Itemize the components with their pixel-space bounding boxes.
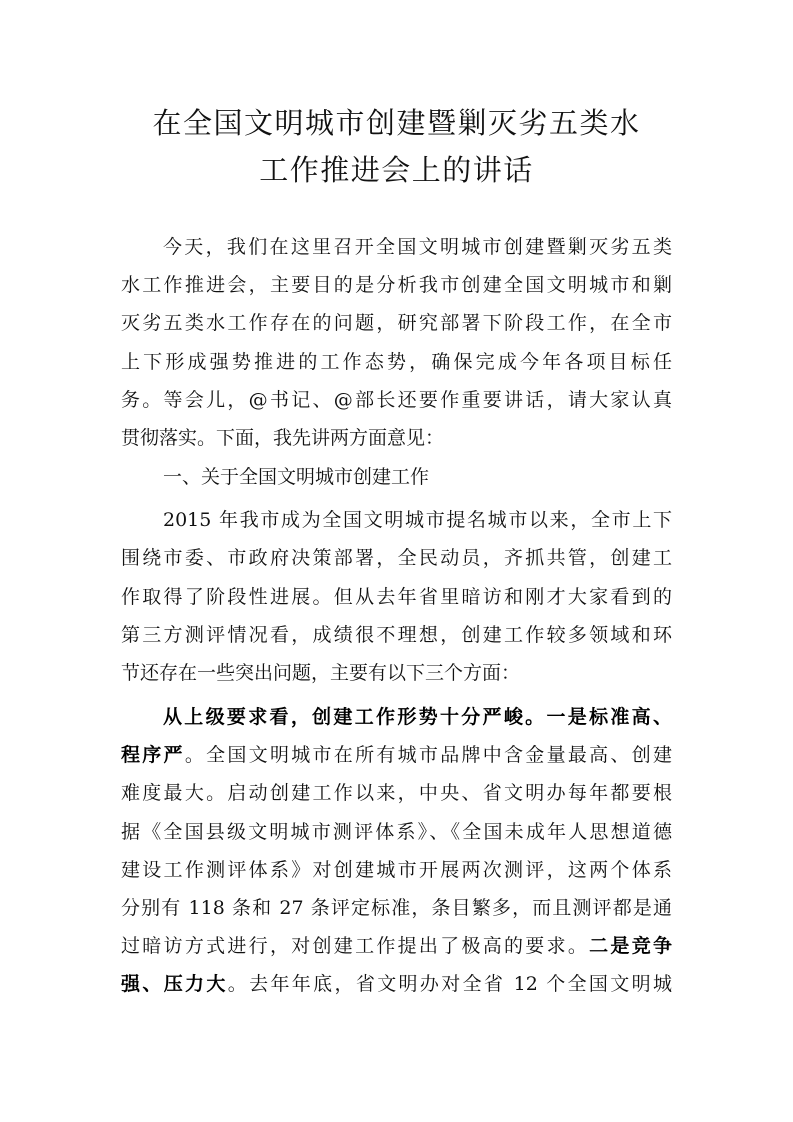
text-line — [121, 965, 672, 1003]
bold-text: 从上级要求看，创建工作形势十分严峻。一是标准高、 — [163, 706, 672, 729]
text-line — [121, 698, 672, 736]
text-span: 。全国文明城市在所有城市品牌中含金量最高、创建 — [184, 744, 672, 767]
text-line: 据《全国县级文明城市测评体系》、《全国未成年人思想道德 — [121, 820, 672, 843]
section-heading: 一、关于全国文明城市创建工作 — [163, 466, 430, 489]
text-line: 节还存在一些突出问题，主要有以下三个方面： — [121, 661, 521, 684]
text-line: 2015 年我市成为全国文明城市提名城市以来，全市上下 — [163, 509, 672, 532]
text-line — [121, 736, 672, 774]
text-line: 今天，我们在这里召开全国文明城市创建暨剿灭劣五类 — [163, 236, 672, 258]
bold-text: 程序严 — [121, 744, 185, 767]
text-line — [121, 927, 672, 965]
paragraph-3 — [121, 698, 672, 1004]
text-line: 第三方测评情况看，成绩很不理想，创建工作较多领域和环 — [121, 623, 672, 646]
title-line-1: 在全国文明城市创建暨剿灭劣五类水 — [152, 106, 641, 140]
text-line: 建设工作测评体系》对创建城市开展两次测评，这两个体系 — [121, 858, 672, 881]
intro-paragraph — [121, 228, 672, 457]
document-body — [121, 228, 672, 1004]
document-title — [0, 100, 793, 194]
text-line: 作取得了阶段性进展。但从去年省里暗访和刚才大家看到的 — [121, 585, 672, 608]
text-line: 上下形成强势推进的工作态势，确保完成今年各项目标任 — [121, 350, 672, 373]
title-line-2: 工作推进会上的讲话 — [259, 153, 534, 187]
paragraph-2 — [121, 501, 672, 692]
text-span: 。去年年底，省文明办对全省 12 个全国文明城 — [227, 973, 672, 996]
bold-text: 二是竞争 — [589, 935, 672, 958]
text-line: 务。等会儿，@书记、@部长还要作重要讲话，请大家认真 — [121, 388, 672, 411]
text-line: 分别有 118 条和 27 条评定标准，条目繁多，而且测评都是通 — [121, 897, 672, 919]
text-line: 灭劣五类水工作存在的问题，研究部署下阶段工作，在全市 — [121, 312, 672, 335]
text-line: 围绕市委、市政府决策部署，全民动员，齐抓共管，创建工 — [121, 547, 672, 570]
text-line: 难度最大。启动创建工作以来，中央、省文明办每年都要根 — [121, 782, 672, 805]
bold-text: 强、压力大 — [121, 973, 228, 996]
text-span: 过暗访方式进行，对创建工作提出了极高的要求。 — [121, 935, 590, 958]
text-line: 水工作推进会，主要目的是分析我市创建全国文明城市和剿 — [121, 274, 672, 297]
text-line: 贯彻落实。下面，我先讲两方面意见： — [121, 426, 445, 449]
